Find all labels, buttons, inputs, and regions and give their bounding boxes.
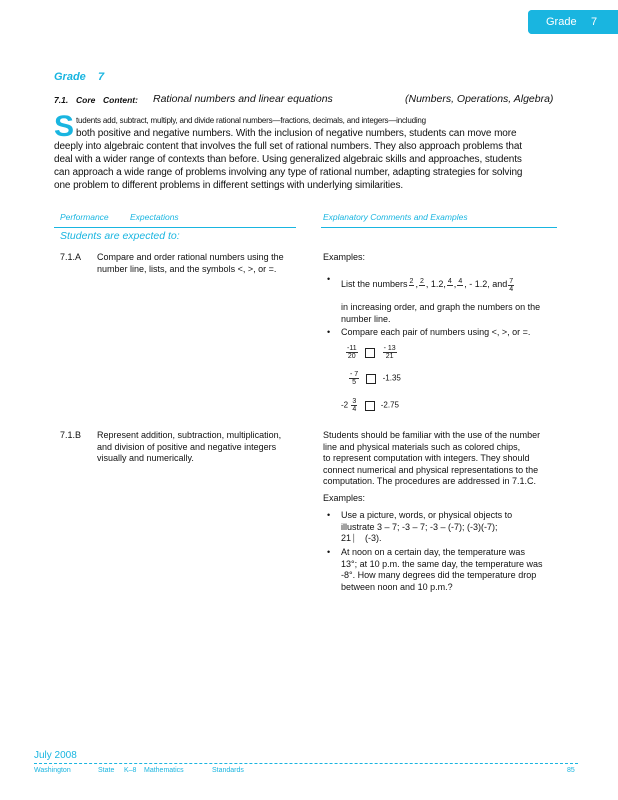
- fraction-denominator: 21: [385, 353, 394, 360]
- fraction-numerator: 7: [509, 277, 514, 285]
- example-bullet-4: [327, 547, 581, 593]
- examples-label-2: Examples:: [323, 493, 366, 503]
- fraction: [351, 398, 357, 413]
- footer-rule: [34, 763, 578, 764]
- comparison-box[interactable]: [366, 374, 376, 384]
- compare-pair-2-right: -1.35: [382, 373, 401, 383]
- pe-code-7-1-a: 7.1.A: [60, 252, 82, 262]
- bullet2-text: Compare each pair of numbers using <, >, or =.: [341, 327, 531, 337]
- grade-tab-label: Grade: [546, 16, 577, 28]
- example-bullet-1: • List the numbers 2 , 2 , 1.2, 4 , 4 , - 1.2, and $\frac{7}{4}$ in increasing order, and graph the numbers on the number line.: [341, 274, 581, 325]
- bullet1-mid-2: , - 1.2, and: [464, 279, 508, 290]
- bullet-icon: •: [327, 547, 331, 557]
- right-column-rule: [321, 227, 557, 228]
- fraction-numerator: - 13: [383, 345, 396, 352]
- fraction-numerator: - 7: [350, 371, 359, 378]
- content-code: 7.1.: [54, 95, 69, 105]
- content-label: Content:: [103, 95, 138, 105]
- pe-7-1-b-line-3: visually and numerically.: [97, 453, 194, 463]
- intro-line-1: tudents add, subtract, multiply, and divide rational numbers—fractions, decimals, and integers—including: [76, 116, 426, 125]
- fraction: [457, 278, 463, 293]
- comparison-box[interactable]: [365, 348, 375, 358]
- b2-line-1: At noon on a certain day, the temperature was: [341, 547, 525, 557]
- comment-line-1: Students should be familiar with the use of the number: [323, 430, 541, 440]
- comment-line-4: connect numerical and physical representations to the: [323, 464, 539, 475]
- grade-heading-label: Grade: [54, 71, 86, 83]
- b2-line-3: -8°. How many degrees did the temperature drop: [341, 570, 537, 580]
- grade-tab: [528, 10, 618, 34]
- fraction: [349, 371, 359, 386]
- example-bullet-3: [327, 510, 576, 545]
- fraction-numerator: 4: [447, 277, 452, 285]
- examples-label-1: Examples:: [323, 252, 366, 262]
- bullet-icon: •: [327, 274, 331, 284]
- students-expected: Students are expected to:: [60, 230, 180, 242]
- example-bullet-2: [327, 327, 581, 339]
- fraction: [508, 278, 514, 293]
- comment-line-2: line and physical materials such as colored chips,: [323, 441, 521, 452]
- bullet1-mid-1: , 1.2,: [425, 279, 446, 290]
- comparison-box[interactable]: [365, 401, 375, 411]
- b1-line-3: 21 ⎸ (-3).: [341, 533, 382, 543]
- grade-heading-number: 7: [98, 71, 105, 83]
- b1-line-2: illustrate 3 – 7; -3 – 7; -3 – (-7); (-3)(-7);: [341, 521, 498, 532]
- b2-line-4: between noon and 10 p.m.?: [341, 581, 453, 592]
- pe-text-7-1-b: [97, 430, 307, 465]
- b2-line-2: 13°; at 10 p.m. the same day, the temperature was: [341, 558, 543, 569]
- fraction-numerator: -11: [347, 345, 357, 352]
- pe-code-7-1-b: 7.1.B: [60, 430, 82, 440]
- page-number: 85: [567, 767, 575, 774]
- intro-line-5: can approach a wide range of problems involving any type of rational number, adapting strategies for solving: [54, 167, 523, 178]
- bullet1-prefix: List the numbers: [341, 279, 408, 290]
- intro-line-3: deeply into algebraic content that involves the full set of rational numbers. They also approach problems that: [54, 141, 522, 152]
- explanatory-comment-7-1-b: [323, 430, 573, 488]
- fraction: [419, 278, 425, 293]
- compare-pair-1: [345, 345, 398, 360]
- fraction: [447, 278, 453, 293]
- explanatory-label: Explanatory Comments and Examples: [323, 212, 468, 222]
- fraction: [383, 345, 397, 360]
- footer-state: State: [98, 767, 115, 774]
- pe-text-7-1-a: [97, 252, 302, 275]
- left-column-rule: [54, 227, 296, 228]
- fraction-denominator: 4: [509, 285, 514, 293]
- content-strands: (Numbers, Operations, Algebra): [405, 93, 554, 105]
- fraction-numerator: 3: [352, 398, 357, 405]
- content-title: Rational numbers and linear equations: [153, 93, 333, 105]
- pe-7-1-b-line-1: Represent addition, subtraction, multiplication,: [97, 430, 282, 440]
- comment-line-3: to represent computation with integers. They should: [323, 453, 530, 463]
- footer-mathematics: Mathematics: [144, 767, 184, 774]
- mixed-number-whole: -2: [341, 400, 349, 410]
- fraction: [346, 345, 358, 360]
- expectations-label: Expectations: [130, 212, 179, 222]
- footer-standards: Standards: [212, 767, 244, 774]
- pe-7-1-a-line-1: Compare and order rational numbers using the: [97, 252, 284, 262]
- bullet1-line-2: in increasing order, and graph the numbers on the: [341, 302, 541, 312]
- performance-label: Performance: [60, 212, 109, 222]
- grade-tab-number: 7: [591, 16, 598, 28]
- b1-line-1: Use a picture, words, or physical objects to: [341, 510, 513, 520]
- fraction-denominator: 20: [347, 353, 356, 360]
- footer-date: July 2008: [34, 750, 77, 761]
- intro-line-6: one problem to different problems in different settings with underlying similarities.: [54, 180, 404, 191]
- fraction: [409, 278, 415, 293]
- fraction-numerator: 4: [458, 277, 463, 285]
- compare-pair-3: [341, 398, 399, 413]
- compare-pair-3-right: -2.75: [380, 400, 399, 410]
- drop-cap: S: [54, 110, 75, 143]
- fraction-numerator: 2: [409, 277, 414, 285]
- pe-7-1-a-line-2: number line, lists, and the symbols <, >, or =.: [97, 263, 277, 274]
- fraction-numerator: 2: [419, 277, 424, 285]
- footer-k8: K–8: [124, 767, 137, 774]
- bullet-icon: •: [327, 327, 331, 337]
- footer-washington: Washington: [34, 767, 71, 774]
- fraction-denominator: 5: [352, 379, 357, 386]
- bullet-icon: •: [327, 510, 331, 520]
- comment-line-5: computation. The procedures are addressed in 7.1.C.: [323, 476, 536, 486]
- pe-7-1-b-line-2: and division of positive and negative integers: [97, 441, 277, 452]
- bullet1-line-3: number line.: [341, 313, 391, 324]
- compare-pair-2: [348, 371, 401, 386]
- fraction-denominator: 4: [352, 406, 357, 413]
- intro-line-4: deal with a wider range of contexts than before. Using generalized algebraic skills and approaches, students: [54, 154, 522, 165]
- core-label: Core: [76, 95, 96, 105]
- intro-line-2: both positive and negative numbers. With the inclusion of negative numbers, students can move more: [76, 128, 517, 139]
